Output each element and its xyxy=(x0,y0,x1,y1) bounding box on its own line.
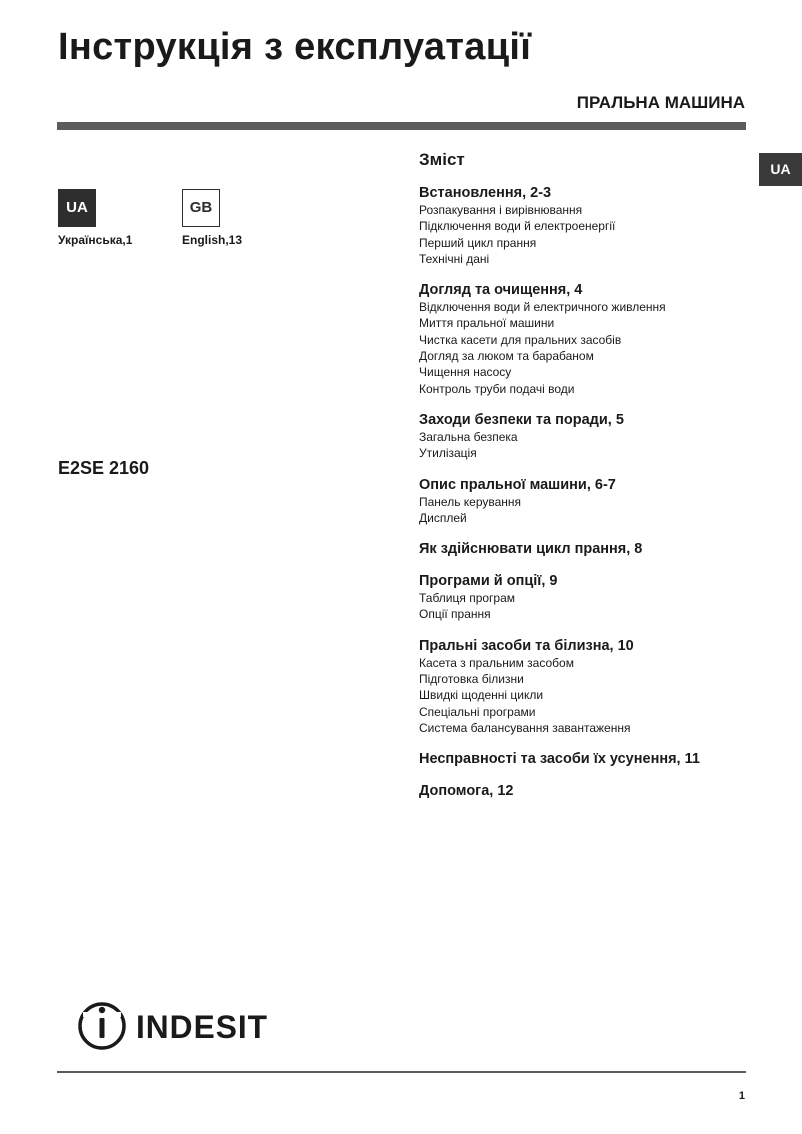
model-number: E2SE 2160 xyxy=(58,458,150,478)
table-of-contents xyxy=(419,150,749,814)
toc-item[interactable]: Підготовка білизни xyxy=(419,672,524,687)
toc-item[interactable]: Дисплей xyxy=(419,510,467,525)
toc-section-title[interactable]: Заходи безпеки та поради, 5 xyxy=(419,411,624,428)
document-subtitle: ПРАЛЬНА МАШИНА xyxy=(576,93,745,112)
toc-item[interactable]: Панель керування xyxy=(419,494,522,509)
language-ua[interactable] xyxy=(58,189,168,247)
header-divider xyxy=(57,122,746,130)
toc-section-title[interactable]: Встановлення, 2-3 xyxy=(419,185,552,201)
language-code-ua: UA xyxy=(58,189,96,227)
toc-section-title[interactable]: Пральні засоби та білизна, 10 xyxy=(419,637,634,654)
toc-item[interactable]: Чищення насосу xyxy=(419,365,512,380)
language-side-tab: UA xyxy=(759,153,802,186)
toc-item[interactable]: Відключення води й електричного живлення xyxy=(419,300,666,315)
toc-sections xyxy=(419,184,749,800)
toc-item[interactable]: Швидкі щоденні цикли xyxy=(419,688,544,703)
toc-section xyxy=(419,572,749,623)
language-label-ua: Українська,1 xyxy=(58,233,133,247)
toc-item[interactable]: Утилізація xyxy=(419,446,477,461)
toc-section xyxy=(419,184,749,267)
toc-section xyxy=(419,540,749,558)
toc-section-title[interactable]: Як здійснювати цикл прання, 8 xyxy=(419,541,643,558)
toc-item[interactable]: Таблиця програм xyxy=(419,591,516,606)
toc-section-title[interactable]: Несправності та засоби їх усунення, 11 xyxy=(419,751,700,768)
toc-section xyxy=(419,782,749,800)
toc-item[interactable]: Чистка касети для пральних засобів xyxy=(419,332,622,347)
toc-item[interactable]: Розпакування і вирівнювання xyxy=(419,203,583,217)
toc-section xyxy=(419,476,749,527)
toc-item[interactable]: Технічні дані xyxy=(419,251,490,266)
toc-item[interactable]: Догляд за люком та барабаном xyxy=(419,349,594,364)
language-gb[interactable] xyxy=(182,189,292,247)
page-number: 1 xyxy=(738,1090,745,1102)
toc-item[interactable]: Спеціальні програми xyxy=(419,704,536,719)
toc-item[interactable]: Миття пральної машини xyxy=(419,316,555,331)
toc-item[interactable]: Підключення води й електроенергії xyxy=(419,219,616,234)
document-title: Інструкція з експлуатації xyxy=(58,26,532,68)
language-label-gb: English,13 xyxy=(182,233,243,247)
toc-section-title[interactable]: Програми й опції, 9 xyxy=(419,573,558,590)
toc-heading: Зміст xyxy=(419,150,465,169)
toc-item[interactable]: Касета з пральним засобом xyxy=(419,655,574,670)
toc-section-title[interactable]: Опис пральної машини, 6-7 xyxy=(419,476,616,493)
toc-item[interactable]: Опції прання xyxy=(419,607,491,622)
toc-section-title[interactable]: Догляд та очищення, 4 xyxy=(419,282,583,299)
toc-item[interactable]: Перший цикл прання xyxy=(419,235,537,250)
toc-item[interactable]: Система балансування завантаження xyxy=(419,720,631,735)
toc-item[interactable]: Контроль труби подачі води xyxy=(419,381,575,396)
toc-section xyxy=(419,281,749,397)
logo-wordmark: INDESIT xyxy=(136,1009,268,1045)
toc-section xyxy=(419,411,749,462)
toc-section-title[interactable]: Допомога, 12 xyxy=(419,783,514,800)
toc-item[interactable]: Загальна безпека xyxy=(419,429,518,444)
toc-section xyxy=(419,750,749,768)
indesit-logo xyxy=(78,1000,278,1052)
toc-section xyxy=(419,637,749,736)
language-code-gb: GB xyxy=(182,189,220,227)
footer-divider xyxy=(57,1071,746,1073)
